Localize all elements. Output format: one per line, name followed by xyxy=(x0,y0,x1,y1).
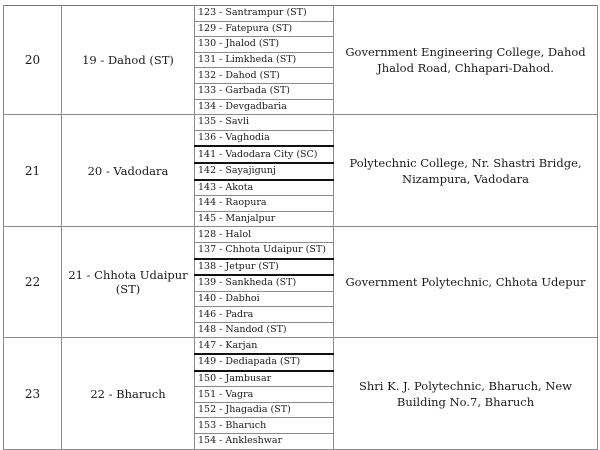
parliamentary-constituency-cell: 20 - Vadodara xyxy=(62,115,195,227)
assembly-constituency-cell: 144 - Raopura xyxy=(195,196,334,212)
assembly-constituency-cell: 136 - Vaghodia xyxy=(195,130,334,146)
assembly-constituency-cell: 146 - Padra xyxy=(195,307,334,323)
parliamentary-constituency-cell: 21 - Chhota Udaipur (ST) xyxy=(62,227,195,338)
assembly-constituency-cell: 154 - Ankleshwar xyxy=(195,434,334,450)
assembly-constituency-cell: 140 - Dabhoi xyxy=(195,291,334,307)
assembly-constituency-cell: 137 - Chhota Udaipur (ST) xyxy=(195,242,334,258)
assembly-constituency-cell: 145 - Manjalpur xyxy=(195,211,334,227)
assembly-constituency-cell: 141 - Vadodara City (SC) xyxy=(195,146,334,163)
sr-no-cell: 20 xyxy=(4,6,62,115)
table-row xyxy=(4,338,598,354)
counting-centre-table xyxy=(3,5,598,450)
assembly-constituency-cell: 139 - Sankheda (ST) xyxy=(195,275,334,291)
assembly-constituency-cell: 131 - Limkheda (ST) xyxy=(195,52,334,68)
assembly-constituency-cell: 130 - Jhalod (ST) xyxy=(195,37,334,53)
assembly-constituency-cell: 123 - Santrampur (ST) xyxy=(195,6,334,22)
assembly-constituency-cell: 149 - Dediapada (ST) xyxy=(195,354,334,371)
assembly-constituency-cell: 133 - Garbada (ST) xyxy=(195,83,334,99)
assembly-constituency-cell: 135 - Savli xyxy=(195,115,334,131)
assembly-constituency-cell: 150 - Jambusar xyxy=(195,371,334,387)
counting-centre-cell: Government Polytechnic, Chhota Udepur xyxy=(334,227,598,338)
sr-no-cell: 22 xyxy=(4,227,62,338)
assembly-constituency-cell: 153 - Bharuch xyxy=(195,418,334,434)
table-row xyxy=(4,6,598,22)
sr-no-cell: 21 xyxy=(4,115,62,227)
assembly-constituency-cell: 151 - Vagra xyxy=(195,387,334,403)
assembly-constituency-cell: 152 - Jhagadia (ST) xyxy=(195,402,334,418)
counting-centre-cell: Shri K. J. Polytechnic, Bharuch, New Building No.7, Bharuch xyxy=(334,338,598,449)
counting-centre-cell: Polytechnic College, Nr. Shastri Bridge, Nizampura, Vadodara xyxy=(334,115,598,227)
assembly-constituency-cell: 148 - Nandod (ST) xyxy=(195,322,334,338)
assembly-constituency-cell: 142 - Sayajigunj xyxy=(195,163,334,180)
table-row xyxy=(4,227,598,243)
table-row xyxy=(4,115,598,131)
assembly-constituency-cell: 128 - Halol xyxy=(195,227,334,243)
assembly-constituency-cell: 129 - Fatepura (ST) xyxy=(195,21,334,37)
sr-no-cell: 23 xyxy=(4,338,62,449)
parliamentary-constituency-cell: 19 - Dahod (ST) xyxy=(62,6,195,115)
counting-centre-cell: Government Engineering College, Dahod Jhalod Road, Chhapari-Dahod. xyxy=(334,6,598,115)
assembly-constituency-cell: 138 - Jetpur (ST) xyxy=(195,259,334,276)
assembly-constituency-cell: 134 - Devgadbaria xyxy=(195,99,334,115)
parliamentary-constituency-cell: 22 - Bharuch xyxy=(62,338,195,449)
assembly-constituency-cell: 143 - Akota xyxy=(195,180,334,196)
assembly-constituency-cell: 132 - Dahod (ST) xyxy=(195,68,334,84)
assembly-constituency-cell: 147 - Karjan xyxy=(195,338,334,354)
